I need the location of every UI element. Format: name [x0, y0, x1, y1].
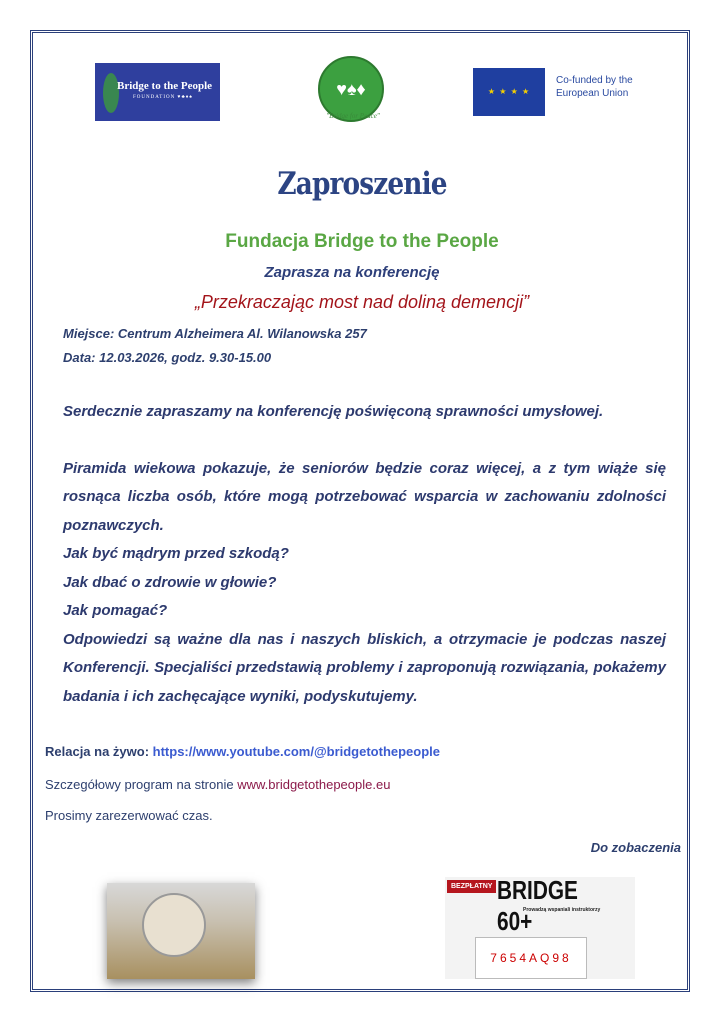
logo-subtext: FOUNDATION ♥♣♦♠ [133, 95, 193, 100]
program-line [45, 777, 390, 792]
website-link[interactable]: www.bridgetothepeople.eu [237, 777, 391, 792]
world-bridge-federation-logo: ♥♠♦ [318, 56, 384, 122]
eu-cofunded-text: Co-funded by the European Union [556, 75, 633, 99]
eu-flag-icon: ★ ★ ★ ★ [473, 68, 545, 116]
live-label: Relacja na żywo: [45, 744, 153, 759]
bridge60-title: BRIDGE 60+ [497, 875, 578, 936]
logo-text: Bridge to the People [117, 80, 213, 92]
question: Jak dbać o zdrowie w głowie? [63, 573, 277, 591]
live-line [45, 744, 440, 759]
page-title: Zaproszenie [277, 166, 447, 202]
question: Jak być mądrym przed szkodą? [63, 545, 289, 562]
paragraph: Serdecznie zapraszamy na konferencję poświęconą sprawności umysłowej. [63, 403, 604, 420]
conference-name: „Przekraczając most nad doliną demencji” [194, 292, 530, 312]
paragraph: Odpowiedzi są ważne dla nas i naszych bliskich, a otrzymacie je podczas naszej Konferencji. Specjaliści przedstawią problemy i zaproponują rozwiązania, pokażemy badania i ich zachęcające wyniki, podyskutujemy. [63, 630, 666, 705]
closing: Do zobaczenia [590, 840, 681, 855]
youtube-link[interactable]: https://www.youtube.com/@bridgetothepeople [152, 744, 441, 759]
eeg-photo [107, 883, 255, 979]
bridge-to-the-people-logo [95, 63, 220, 121]
person-head [142, 893, 206, 957]
reserve-text: Prosimy zarezerwować czas. [45, 808, 213, 823]
body-text [63, 398, 666, 711]
bridge-60-banner [445, 877, 635, 979]
wbf-motto: "Bridge for Peace" [326, 112, 380, 120]
place: Miejsce: Centrum Alzheimera Al. Wilanowska 257 [63, 326, 367, 341]
program-label: Szczegółowy program na stronie [45, 777, 238, 792]
invites-text: Zaprasza na konferencję [264, 264, 440, 281]
free-badge: BEZPŁATNY [447, 880, 496, 893]
globe-icon [103, 73, 119, 113]
question: Jak pomagać? [63, 602, 168, 619]
date: Data: 12.03.2026, godz. 9.30-15.00 [63, 350, 272, 365]
paragraph: Piramida wiekowa pokazuje, że seniorów będzie coraz więcej, a z tym wiąże się rosnąca liczba osób, które mogą potrzebować wsparcia w zachowaniu zdolności poznawczych. [63, 459, 666, 534]
playing-cards: 7654AQ98 [475, 937, 587, 979]
organizer: Fundacja Bridge to the People [225, 231, 499, 252]
bridge60-subtitle: Prowadzą wspaniali instruktorzy [523, 907, 601, 913]
